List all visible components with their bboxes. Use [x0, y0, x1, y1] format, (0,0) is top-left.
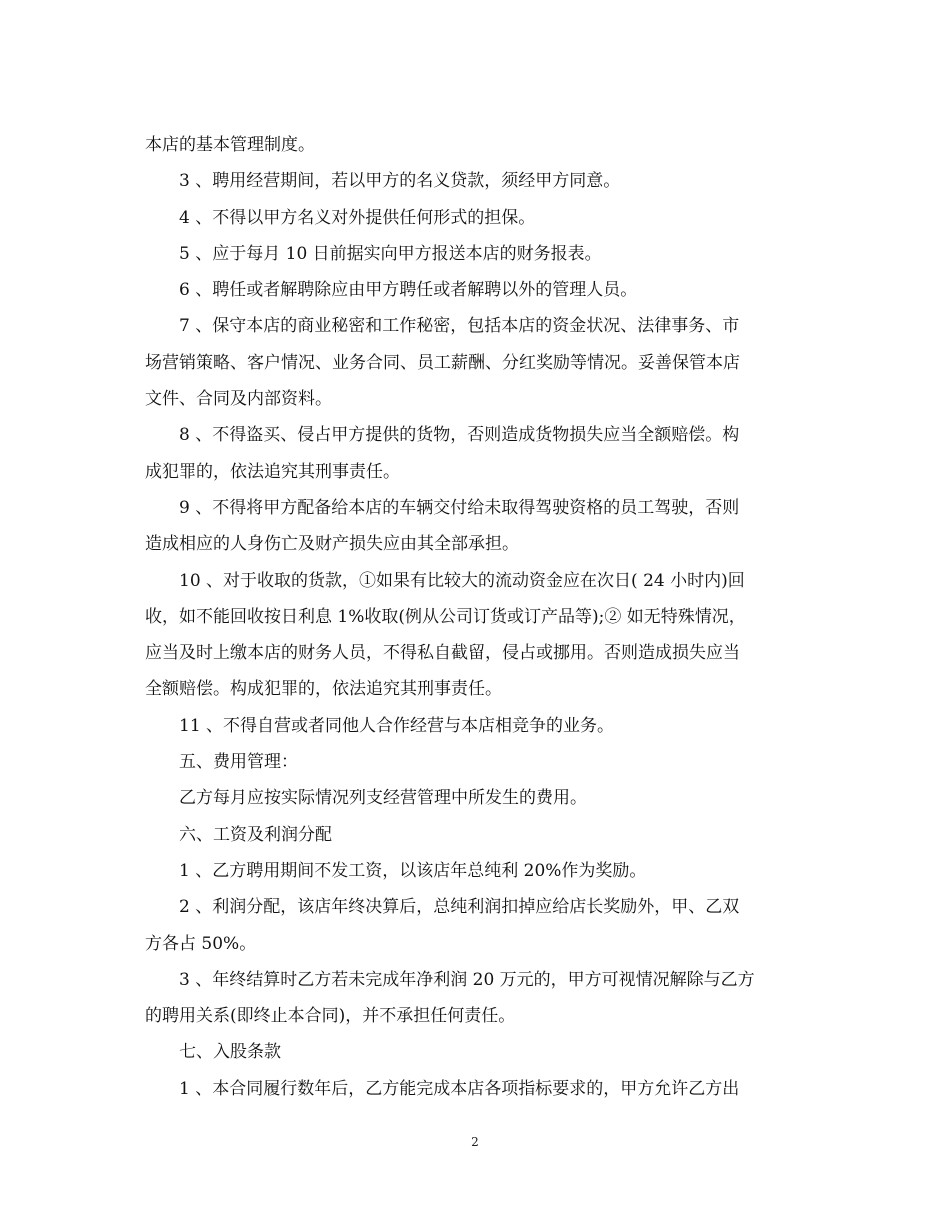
section-heading: 五、费用管理：: [179, 752, 298, 773]
text-line: 的聘用关系(即终止本合同)，并不承担任何责任。: [145, 1006, 516, 1027]
text-line: 3 、聘用经营期间，若以甲方的名义贷款，须经甲方同意。: [179, 171, 621, 192]
text-line: 11 、不得自营或者同他人合作经营与本店相竞争的业务。: [179, 715, 615, 736]
text-line: 8 、不得盗买、侵占甲方提供的货物，否则造成货物损失应当全额赔偿。构: [179, 425, 740, 446]
text-line: 应当及时上缴本店的财务人员，不得私自截留，侵占或挪用。否则造成损失应当: [145, 643, 740, 664]
text-line: 造成相应的人身伤亡及财产损失应由其全部承担。: [145, 534, 519, 555]
page-number: 2: [471, 1135, 479, 1149]
text-line: 文件、合同及内部资料。: [145, 389, 332, 410]
text-line: 5 、应于每月 10 日前据实向甲方报送本店的财务报表。: [179, 243, 602, 264]
text-line: 全额赔偿。构成犯罪的，依法追究其刑事责任。: [145, 679, 502, 700]
document-body: [145, 127, 809, 1107]
text-line: 方各占 50%。: [145, 933, 257, 954]
text-line: 场营销策略、客户情况、业务合同、员工薪酬、分红奖励等情况。妥善保管本店: [145, 352, 740, 373]
text-line: 9 、不得将甲方配备给本店的车辆交付给未取得驾驶资格的员工驾驶，否则: [179, 497, 740, 518]
text-line: 4 、不得以甲方名义对外提供任何形式的担保。: [179, 207, 536, 228]
text-line: 成犯罪的，依法追究其刑事责任。: [145, 461, 400, 482]
text-line: 10 、对于收取的货款，①如果有比较大的流动资金应在次日( 24 小时内)回: [179, 570, 745, 591]
text-line: 1 、乙方聘用期间不发工资，以该店年总纯利 20%作为奖励。: [179, 860, 647, 881]
section-heading: 七、入股条款: [179, 1042, 281, 1063]
text-line: 本店的基本管理制度。: [145, 135, 315, 155]
text-line: 乙方每月应按实际情况列支经营管理中所发生的费用。: [179, 788, 587, 809]
text-line: 1 、本合同履行数年后，乙方能完成本店各项指标要求的，甲方允许乙方出: [179, 1078, 740, 1099]
text-line: 2 、利润分配，该店年终决算后，总纯利润扣掉应给店长奖励外，甲、乙双: [179, 897, 740, 918]
text-line: 3 、年终结算时乙方若未完成年净利润 20 万元的，甲方可视情况解除与乙方: [179, 969, 755, 990]
text-line: 6 、聘任或者解聘除应由甲方聘任或者解聘以外的管理人员。: [179, 280, 638, 301]
text-line: 收，如不能回收按日利息 1%收取(例从公司订货或订产品等);② 如无特殊情况，: [145, 606, 746, 627]
text-line: 7 、保守本店的商业秘密和工作秘密，包括本店的资金状况、法律事务、市: [179, 316, 740, 337]
section-heading: 六、工资及利润分配: [179, 824, 332, 845]
